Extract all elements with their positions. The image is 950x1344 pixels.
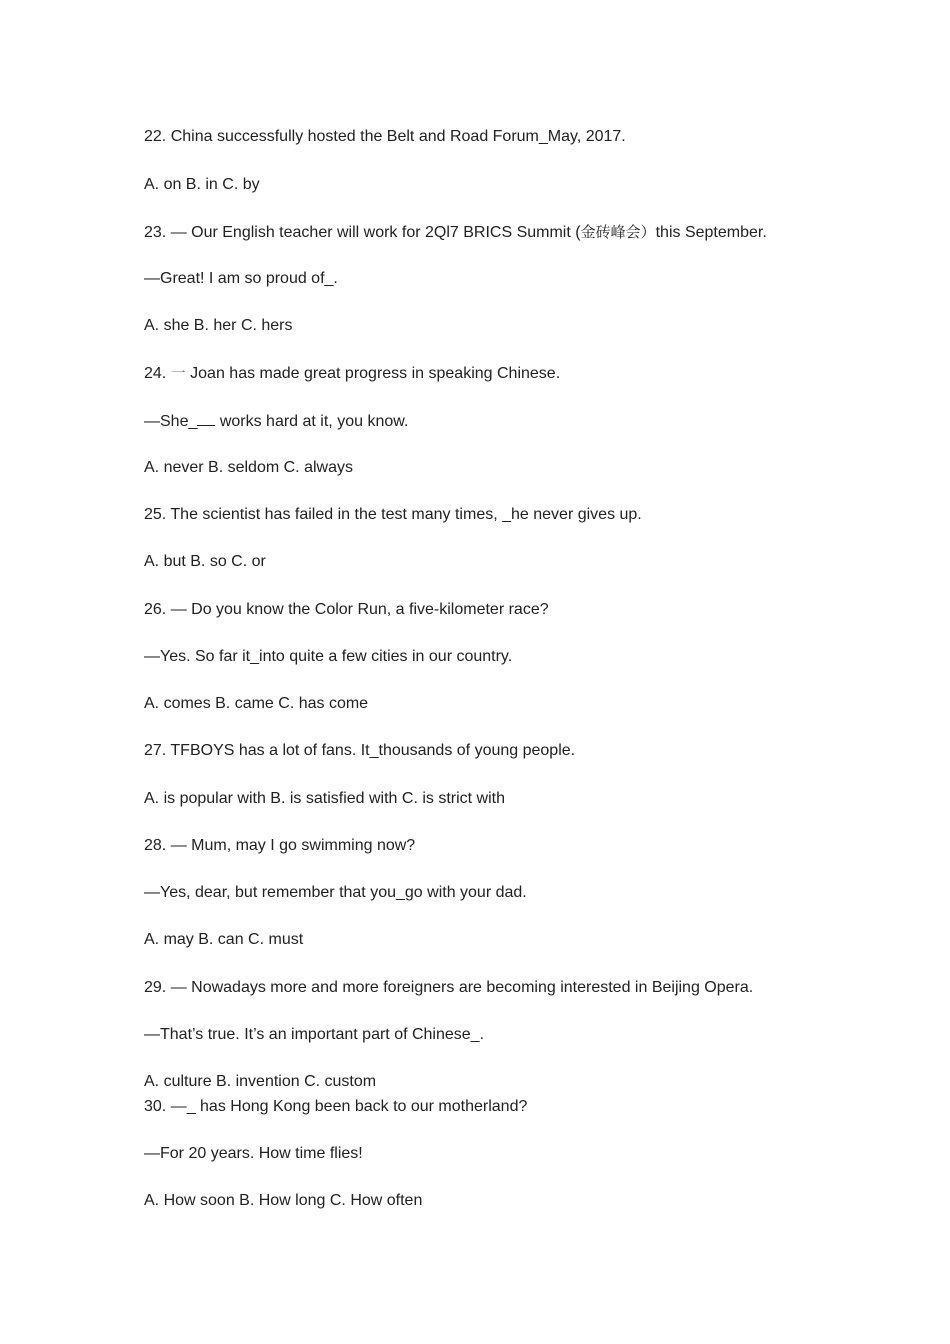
reply-28: —Yes, dear, but remember that you_go with your dad. xyxy=(144,884,527,901)
question-26: 26. — Do you know the Color Run, a five-kilometer race? xyxy=(144,601,549,618)
reply-24 xyxy=(144,411,408,432)
options-28: A. may B. can C. must xyxy=(144,931,304,948)
reply-29: —That’s true. It’s an important part of Chinese_. xyxy=(144,1026,485,1043)
question-29: 29. — Nowadays more and more foreigners are becoming interested in Beijing Opera. xyxy=(144,979,754,996)
options-22: A. on B. in C. by xyxy=(144,176,260,193)
reply-26: —Yes. So far it_into quite a few cities in our country. xyxy=(144,648,513,665)
options-30: A. How soon B. How long C. How often xyxy=(144,1192,423,1209)
options-23: A. she B. her C. hers xyxy=(144,317,293,334)
reply-30: —For 20 years. How time flies! xyxy=(144,1145,363,1162)
reply-24-end: works hard at it, you know. xyxy=(215,413,409,430)
question-27: 27. TFBOYS has a lot of fans. It_thousands of young people. xyxy=(144,742,576,759)
question-23-cjk: 金砖峰会） xyxy=(580,223,656,241)
question-25: 25. The scientist has failed in the test many times, _he never gives up. xyxy=(144,506,642,523)
options-24: A. never B. seldom C. always xyxy=(144,459,353,476)
answer-blank xyxy=(197,411,215,426)
question-23 xyxy=(144,222,767,243)
question-23-suffix: this September. xyxy=(655,224,767,241)
question-23-prefix: 23. — Our English teacher will work for 2Ql7 BRICS Summit ( xyxy=(144,224,581,241)
question-24-text: Joan has made great progress in speaking Chinese. xyxy=(185,365,561,382)
question-28: 28. — Mum, may I go swimming now? xyxy=(144,837,416,854)
question-22: 22. China successfully hosted the Belt and Road Forum_May, 2017. xyxy=(144,128,626,145)
reply-23: —Great! I am so proud of_. xyxy=(144,270,338,287)
reply-24-start: —She_ xyxy=(144,413,198,430)
question-24 xyxy=(144,363,560,384)
question-30: 30. —_ has Hong Kong been back to our motherland? xyxy=(144,1098,528,1115)
question-24-dash: 一 xyxy=(170,364,186,382)
question-24-number: 24. xyxy=(144,365,171,382)
options-27: A. is popular with B. is satisfied with C. is strict with xyxy=(144,790,505,807)
options-29: A. culture B. invention C. custom xyxy=(144,1073,377,1090)
options-26: A. comes B. came C. has come xyxy=(144,695,369,712)
options-25: A. but B. so C. or xyxy=(144,553,266,570)
